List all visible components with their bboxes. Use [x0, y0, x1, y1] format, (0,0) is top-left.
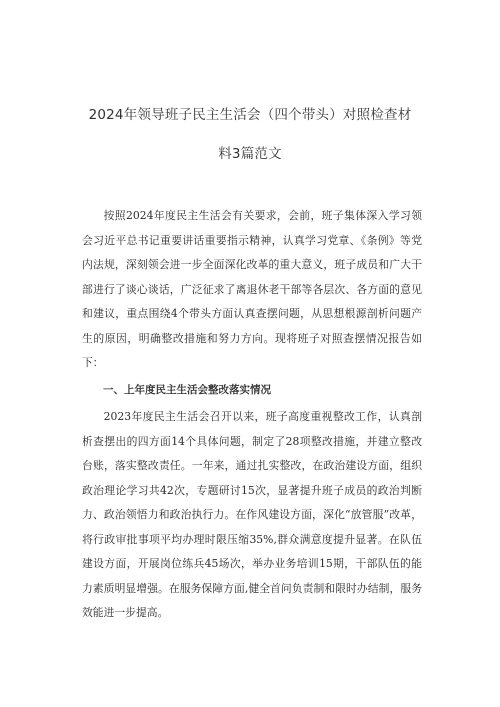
document-body — [82, 204, 422, 626]
section-1-heading: 一、上年度民主生活会整改落实情况 — [103, 383, 271, 396]
section-1-paragraph: 2023年度民主生活会召开以来，班子高度重视整改工作，认真剖析查摆出的四方面14个具体问题，制定了28项整改措施，并建立整改台账，落实整改责任。一年来，通过扎实整改，在政治建设方面，组织政治理论学习共42次，专题研讨15次，显著提升班子成员的政治判断力、政治领悟力和政治执行力。在作风建设方面，深化“放管服”改革，将行政审批事项平均办理时限压缩35%,群众满意度提升显著。在队伍建设方面，开展岗位练兵45场次，举办业务培训15期，干部队伍的能力素质明显增强。在服务保障方面,健全首问负责制和限时办结制，服务效能进一步提高。 — [82, 410, 422, 619]
intro-paragraph: 按照2024年度民主生活会有关要求，会前，班子集体深入学习领会习近平总书记重要讲话重要指示精神，认真学习党章、《条例》等党内法规，深刻领会进一步全面深化改革的重大意义，班子成员和广大干部进行了谈心谈话，广泛征求了离退休老干部等各层次、各方面的意见和建议，重点围绕4个带头方面认真查摆问题，从思想根源剖析问题产生的原因，明确整改措施和努力方向。现将班子对照查摆情况报告如下： — [82, 209, 422, 369]
document-title-line-1: 2024年领导班子民主生活会（四个带头）对照检查材 — [88, 107, 412, 123]
document-title-line-2: 料3篇范文 — [218, 146, 282, 162]
